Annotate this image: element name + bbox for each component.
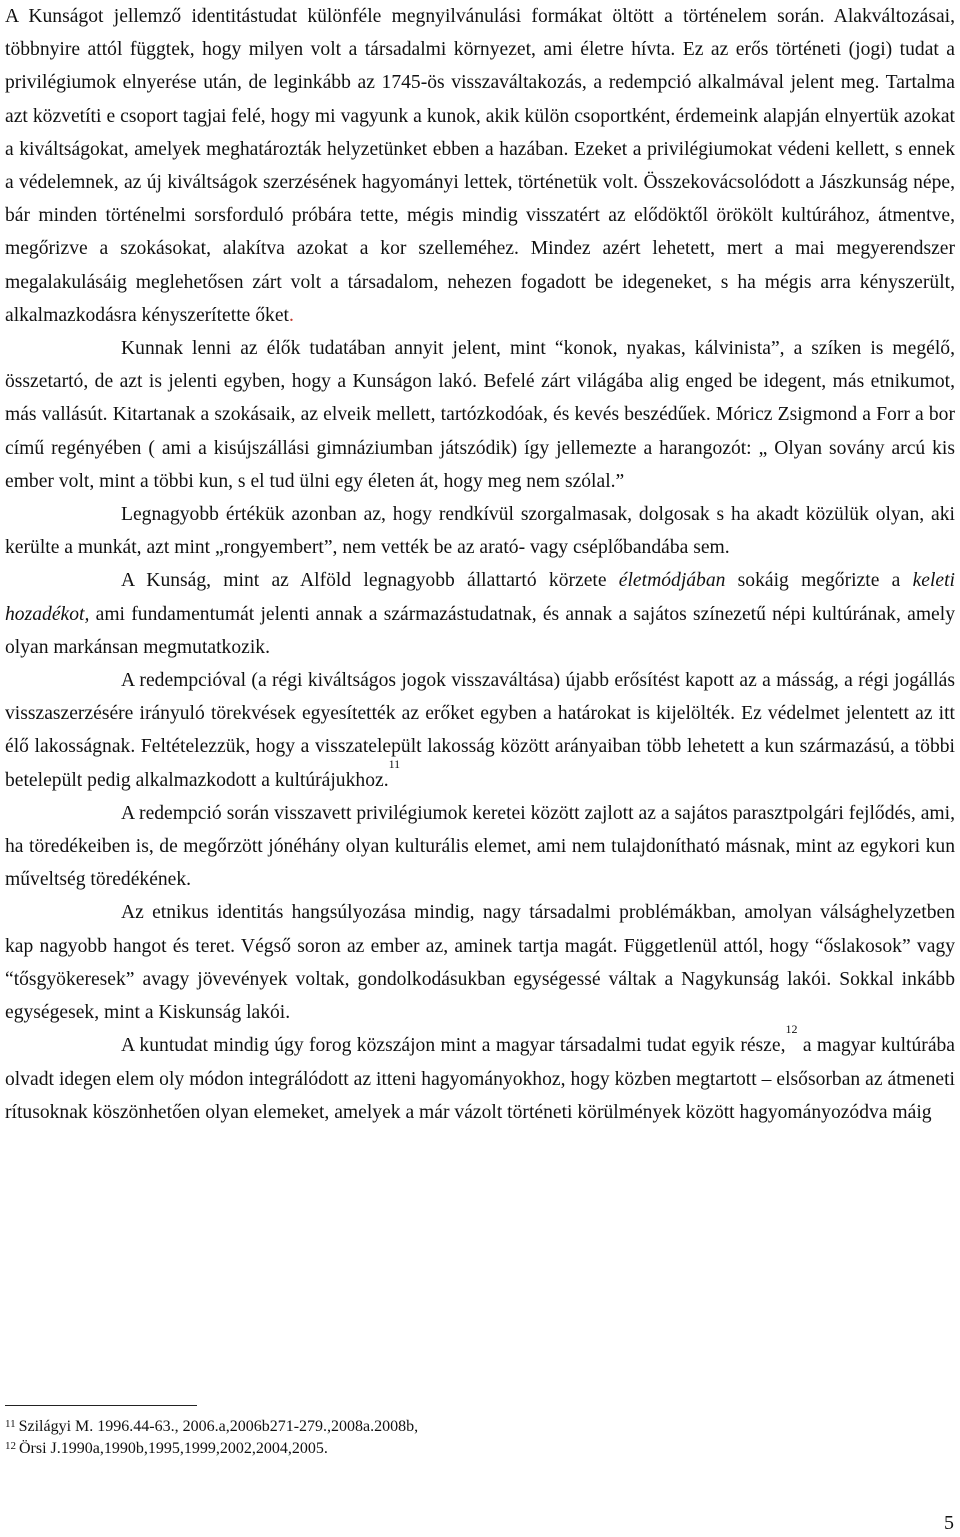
text-segment: ami fundamentumát jelenti annak a származástudatnak, és annak a sajátos színezetű népi kultúrának, amely olyan markánsan megmutatkozik. xyxy=(5,603,955,658)
text-segment: A Kunságot jellemző identitástudat különféle megnyilvánulási formákat öltött a történelem során. Alakváltozásai, többnyire attól függtek, hogy milyen volt a társadalmi környezet, ami életre hívta. Ez az erős történeti (jogi) tudat a privilégiumok elnyerése után, de leginkább az 1745-ös visszaváltakozás, a redempció alkalmával jelent meg. Tartalma azt közvetíti e csoport tagjai felé, hogy mi vagyunk a kunok, akik külön csoportként, érdemeink alapján elnyertük azokat a kiváltságokat, amelyek meghatározták helyzetünket ebben a hazában. Ezeket a privilégiumokat védeni kellett, s ennek a védelemnek, az új kiváltságok szerzésének hagyományi lettek, történetük volt. Összekovácsolódott a Jászkunság népe, bár minden történelmi sorsforduló próbára tette, mégis mindig visszatért az elődöktől örökölt kultúrához, átmentve, megőrizve a szokásokat, alakítva azokat a kor szelleméhez. Mindez azért lehetett, mert a mai megyerendszer megalakulásáig meglehetősen zárt volt a társadalom, nehezen fogadott be idegeneket, s ha mégis arra kényszerült, alkalmazkodásra kényszerítette őket xyxy=(5,6,955,326)
text-segment: a magyar kultúrába olvadt idegen elem oly módon integrálódott az itteni hagyományokhoz, hogy közben megtartott – elsősorban az átmeneti rítusoknak köszönhetően olyan elemeket, amelyek a már vázolt történeti körülmények között hagyományozódva máig xyxy=(5,1035,956,1123)
paragraph xyxy=(5,797,955,897)
text-segment: sokáig megőrizte a xyxy=(725,570,913,592)
footnote-reference: 12 xyxy=(785,1022,798,1037)
footnote-separator xyxy=(5,1405,197,1406)
paragraph xyxy=(5,564,955,664)
emphasis-text: életmódjában xyxy=(618,570,726,592)
text-segment: A Kunság, mint az Alföld legnagyobb állattartó körzete xyxy=(121,570,619,592)
text-segment: Az etnikus identitás hangsúlyozása mindig, nagy társadalmi problémákban, amolyan válsághelyzetben kap nagyobb hangot és teret. Végső soron az ember az, aminek tartja magát. Függetlenül attól, hogy “őslakosok” vagy “tősgyökeresek” avagy jövevények voltak, gondolkodásukban egységessé váltak a Nagykunság lakói. Sokkal inkább egységesek, mint a Kiskunság lakói. xyxy=(5,902,955,1024)
text-segment: Legnagyobb értékük azonban az, hogy rendkívül szorgalmasak, dolgosak s ha akadt közülük olyan, aki kerülte a munkát, azt mint „rongyembert”, nem vették be az arató- vagy cséplőbandába sem. xyxy=(5,504,955,559)
body-text xyxy=(5,0,955,1129)
paragraph xyxy=(5,498,955,564)
footnote-text: Örsi J.1990a,1990b,1995,1999,2002,2004,2005. xyxy=(19,1440,328,1457)
footnote-reference: 11 xyxy=(388,756,401,771)
paragraph xyxy=(5,664,955,797)
page-number: 5 xyxy=(944,1512,954,1534)
paragraph xyxy=(5,0,955,332)
paragraph xyxy=(5,896,955,1029)
footnote-text: Szilágyi M. 1996.44-63., 2006.a,2006b271-279.,2008a.2008b, xyxy=(18,1418,419,1435)
footnote xyxy=(5,1438,905,1460)
paragraph xyxy=(5,1022,956,1129)
text-segment: A kuntudat mindig úgy forog közszájon mint a magyar társadalmi tudat egyik része, xyxy=(121,1035,786,1057)
footnotes xyxy=(5,1416,905,1460)
footnote xyxy=(5,1416,905,1438)
footnote-number: 12 xyxy=(5,1440,16,1452)
emphasis-text: keleti hozadékot, xyxy=(5,570,955,625)
text-segment: A redempció során visszavett privilégiumok keretei között zajlott az a sajátos parasztpolgári fejlődés, ami, ha töredékeiben is, de megőrzött jónéhány olyan kulturális elemet, ami nem tulajdonítható másnak, mint az egykori kun műveltség töredékének. xyxy=(5,802,955,891)
text-segment: A redempcióval (a régi kiváltságos jogok visszaváltása) újabb erősítést kapott az a másság, a régi jogállás visszaszerzésére irányuló törekvések egyesítették az erőket egyben a határokat is kijelölték. Ez védelmet jelentett az itt élő lakosságnak. Feltételezzük, hogy a visszatelepült lakosság között arányaiban több lehetett a kun származású, a többi betelepült pedig alkalmazkodott a kultúrájukhoz. xyxy=(5,670,955,791)
text-segment: . xyxy=(288,304,294,326)
paragraph xyxy=(5,332,955,498)
text-segment: Kunnak lenni az élők tudatában annyit jelent, mint “konok, nyakas, kálvinista”, a szíken is megélő, összetartó, de azt is jelenti egyben, hogy a Kunságon lakó. Befelé zárt világába alig enged be idegent, más etnikumot, más vallásút. Kitartanak a szokásaik, az elveik mellett, tartózkodóak, és kevés beszédűek. Móricz Zsigmond a Forr a bor című regényében ( ami a kisújszállási gimnáziumban játszódik) így jellemezte a harangozót: „ Olyan sovány arcú kis ember volt, mint a többi kun, s el tud ülni egy életen át, hogy meg nem szólal.” xyxy=(5,338,955,492)
footnote-number: 11 xyxy=(5,1418,16,1430)
